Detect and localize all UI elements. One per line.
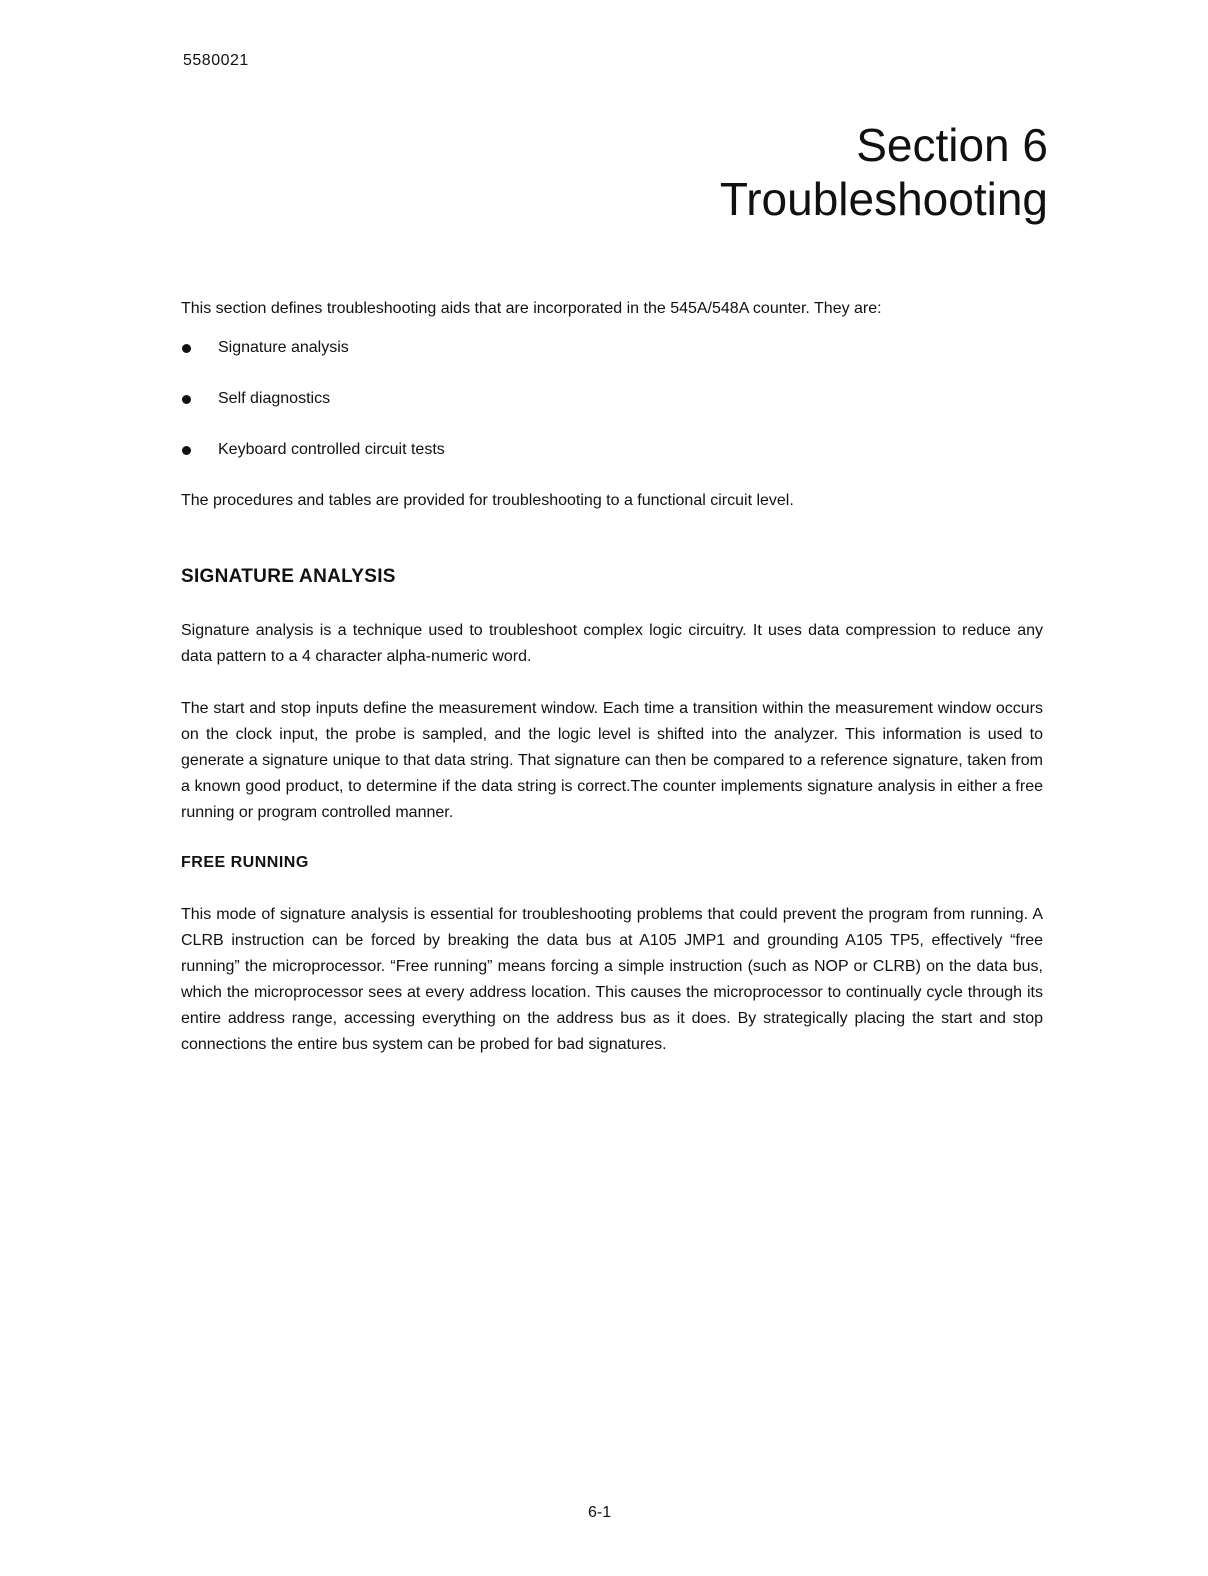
free-running-paragraph: This mode of signature analysis is essential for troubleshooting problems that could prevent the program from running. A CLRB instruction can be forced by breaking the data bus at A105 JMP1 and grounding A105 TP5, effectively “free running” the microprocessor. “Free running” means forcing a simple instruction (such as NOP or CLRB) on the data bus, which the microprocessor sees at every address location. This causes the microprocessor to continually cycle through its entire address range, accessing everything on the address bus as it does. By strategically placing the start and stop connections the entire bus system can be probed for bad signatures. [181,906,1043,1053]
signature-analysis-paragraph-1: Signature analysis is a technique used to troubleshoot complex logic circuitry. It uses data compression to reduce any data pattern to a 4 character alpha-numeric word. [181,622,1043,665]
list-item [181,335,1043,361]
bullet-icon [182,395,191,404]
troubleshooting-aids-list [181,335,1043,463]
page-content [181,296,1043,1058]
list-item-label: Self diagnostics [218,390,331,407]
section-title: Troubleshooting [719,173,1048,225]
summary-paragraph: The procedures and tables are provided for troubleshooting to a functional circuit level. [181,492,794,509]
list-item-label: Keyboard controlled circuit tests [218,441,445,458]
list-item-label: Signature analysis [218,339,349,356]
bullet-icon [182,446,191,455]
list-item [181,386,1043,412]
list-item [181,437,1043,463]
free-running-heading: FREE RUNNING [181,854,309,871]
section-label: Section 6 [856,119,1048,171]
bullet-icon [182,344,191,353]
page-number: 6-1 [588,1504,612,1521]
section-title-block [720,118,1048,226]
signature-analysis-paragraph-2: The start and stop inputs define the measurement window. Each time a transition within the measurement window occurs on the clock input, the probe is sampled, and the logic level is shifted into the analyzer. This information is used to generate a signature unique to that data string. That signature can then be compared to a reference signature, taken from a known good product, to determine if the data string is correct.The counter implements signature analysis in either a free running or program controlled manner. [181,700,1043,821]
document-number: 5580021 [183,52,249,69]
intro-paragraph: This section defines troubleshooting aids that are incorporated in the 545A/548A counter. They are: [181,300,882,317]
signature-analysis-heading: SIGNATURE ANALYSIS [181,566,396,587]
